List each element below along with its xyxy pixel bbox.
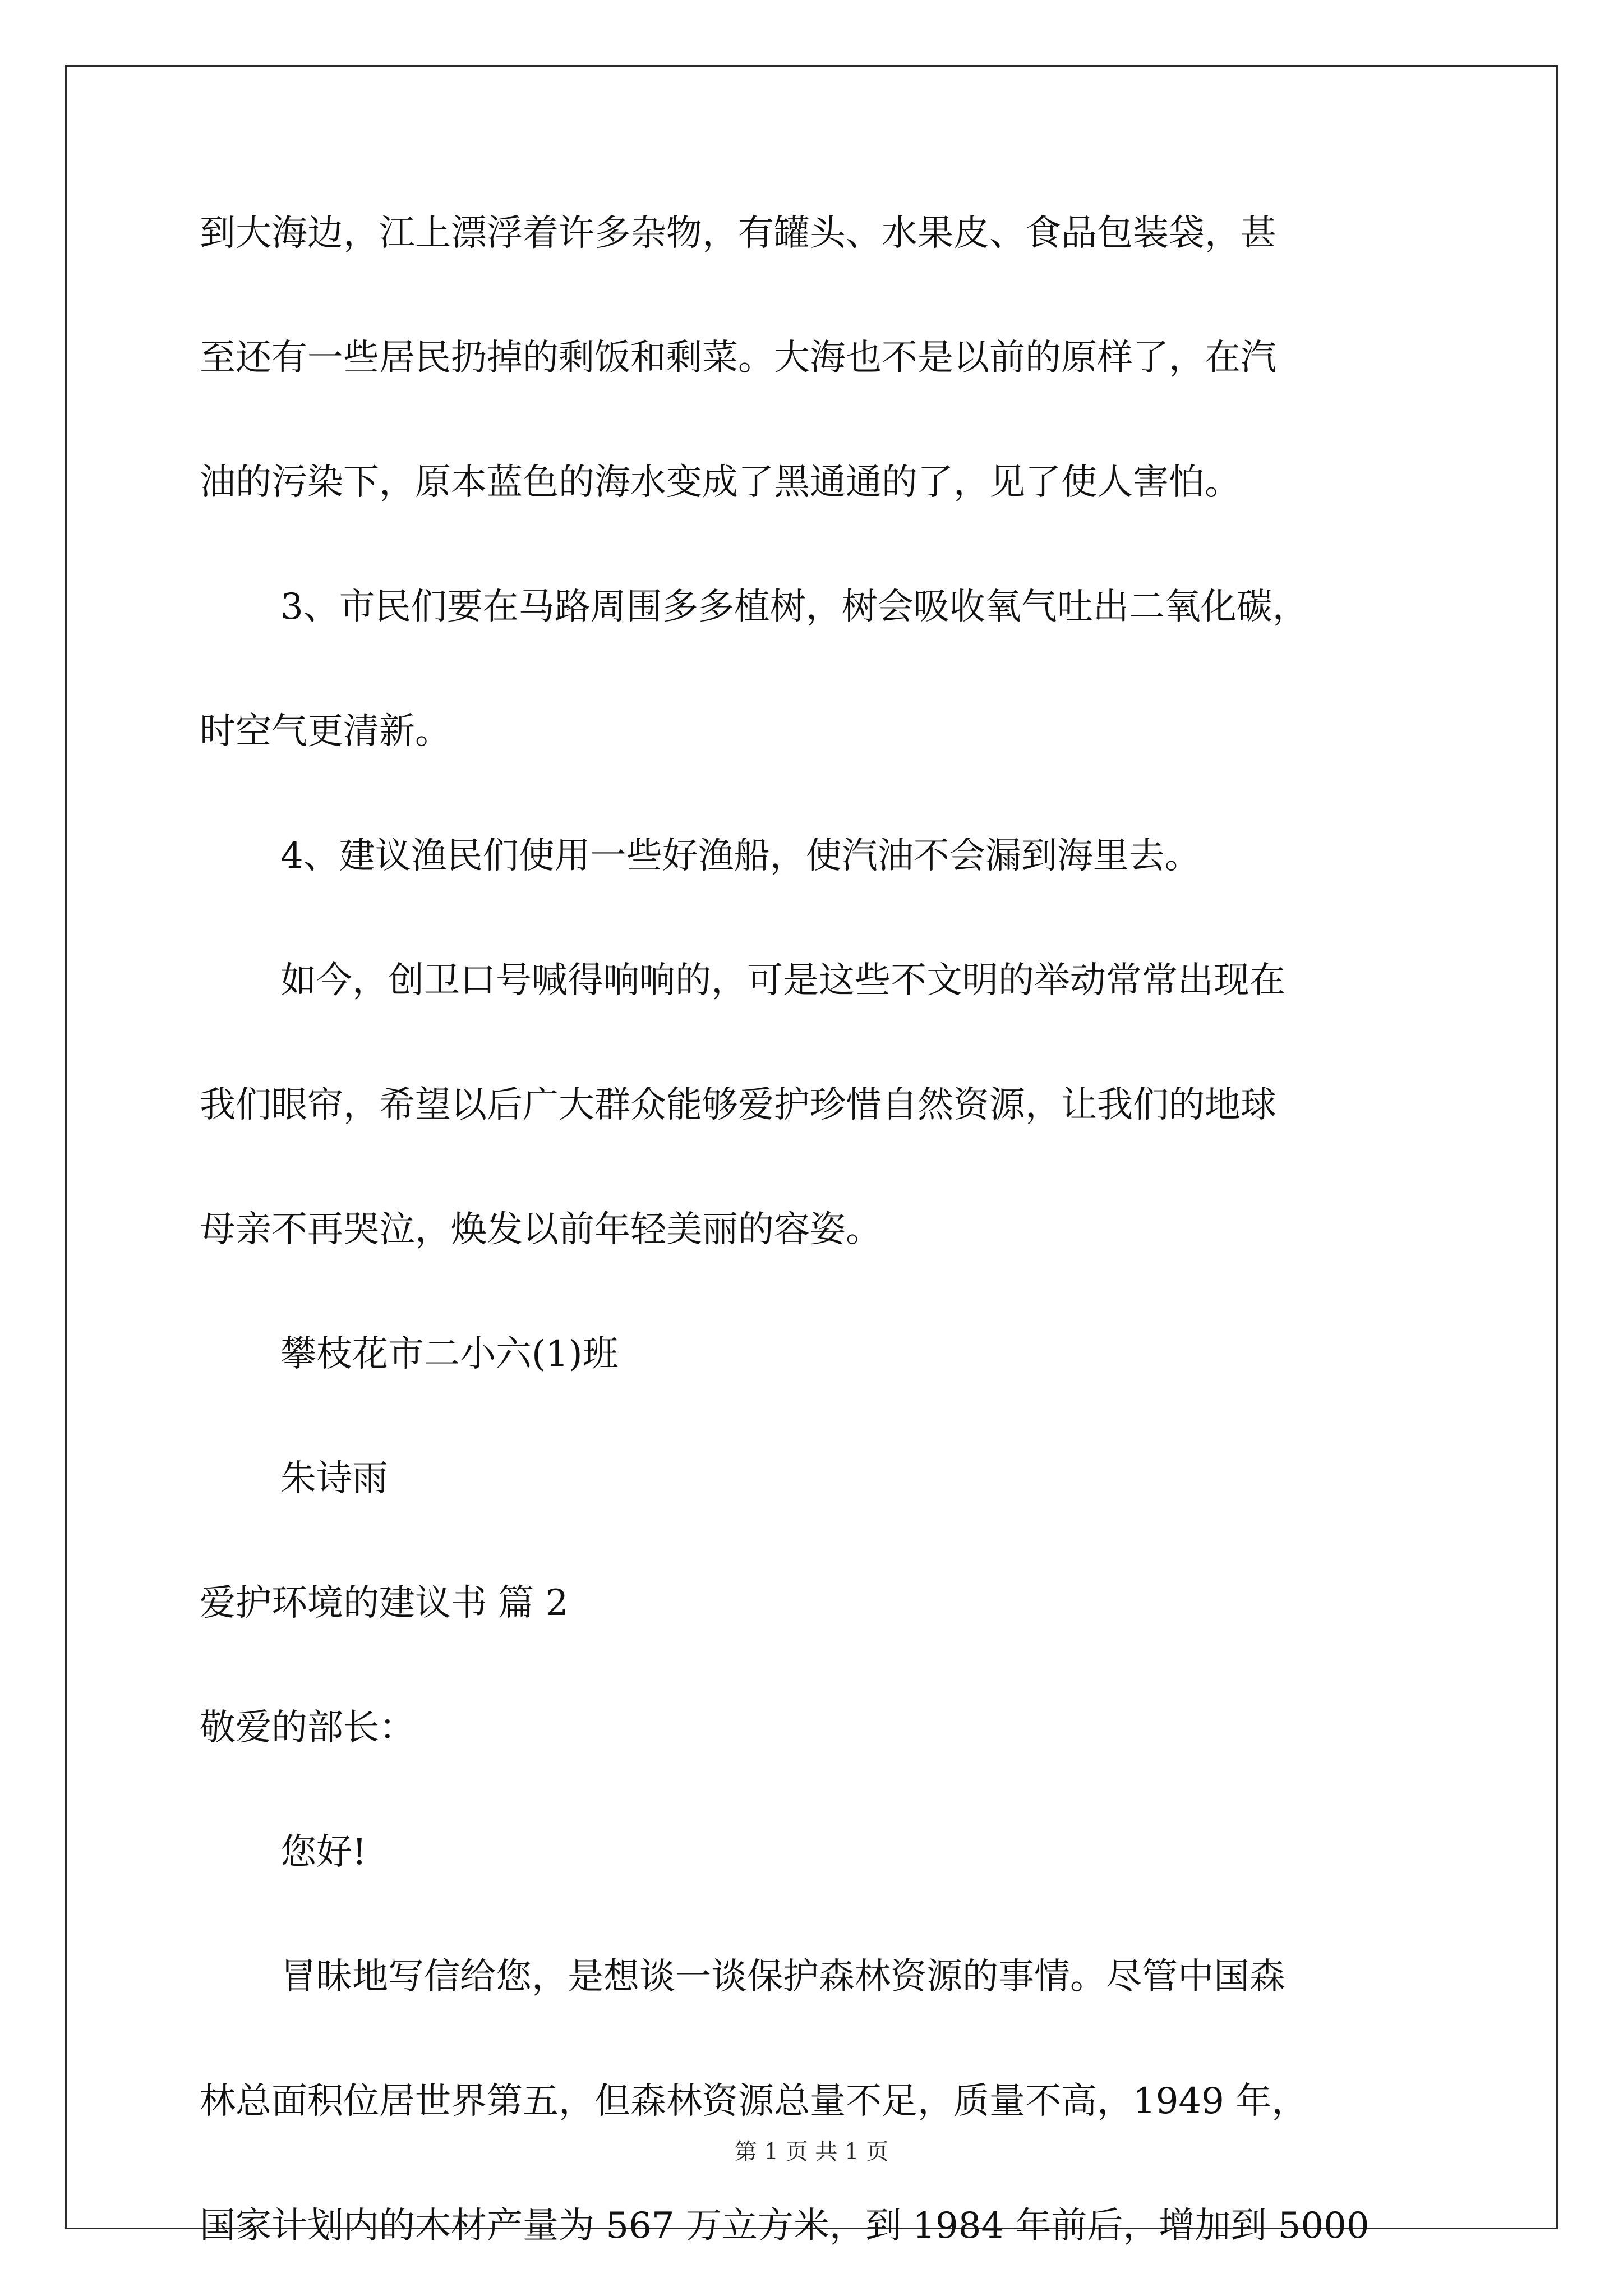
salutation: 敬爱的部长： <box>200 1707 415 1749</box>
paragraph-line: 时空气更清新。 <box>200 711 451 752</box>
page-number: 第 1 页 共 1 页 <box>734 2139 889 2165</box>
paragraph-line: 我们眼帘，希望以后广大群众能够爱护珍惜自然资源，让我们的地球 <box>200 1084 1276 1126</box>
greeting: 您好! <box>280 1832 367 1873</box>
paragraph-line: 到大海边，江上漂浮着许多杂物，有罐头、水果皮、食品包装袋，甚 <box>200 213 1276 254</box>
paragraph-line: 国家计划内的木材产量为 567 万立方米，到 1984 年前后，增加到 5000 <box>200 2205 1370 2247</box>
paragraph-line: 4、建议渔民们使用一些好渔船，使汽油不会漏到海里去。 <box>280 835 1201 877</box>
paragraph-line: 林总面积位居世界第五，但森林资源总量不足，质量不高，1949 年， <box>200 2081 1308 2122</box>
paragraph-line: 母亲不再哭泣，焕发以前年轻美丽的容姿。 <box>200 1209 882 1250</box>
page-border <box>65 65 1558 2229</box>
paragraph-line: 冒昧地写信给您，是想谈一谈保护森林资源的事情。尽管中国森 <box>280 1956 1285 1998</box>
paragraph-line: 至还有一些居民扔掉的剩饭和剩菜。大海也不是以前的原样了，在汽 <box>200 337 1276 379</box>
signature-name: 朱诗雨 <box>280 1458 388 1499</box>
section-title: 爱护环境的建议书 篇 2 <box>200 1582 569 1624</box>
paragraph-line: 3、市民们要在马路周围多多植树，树会吸收氧气吐出二氧化碳， <box>280 586 1308 628</box>
paragraph-line: 油的污染下，原本蓝色的海水变成了黑通通的了，见了使人害怕。 <box>200 462 1241 503</box>
signature-class: 攀枝花市二小六(1)班 <box>280 1333 619 1375</box>
paragraph-line: 如今，创卫口号喊得响响的，可是这些不文明的举动常常出现在 <box>280 960 1285 1001</box>
